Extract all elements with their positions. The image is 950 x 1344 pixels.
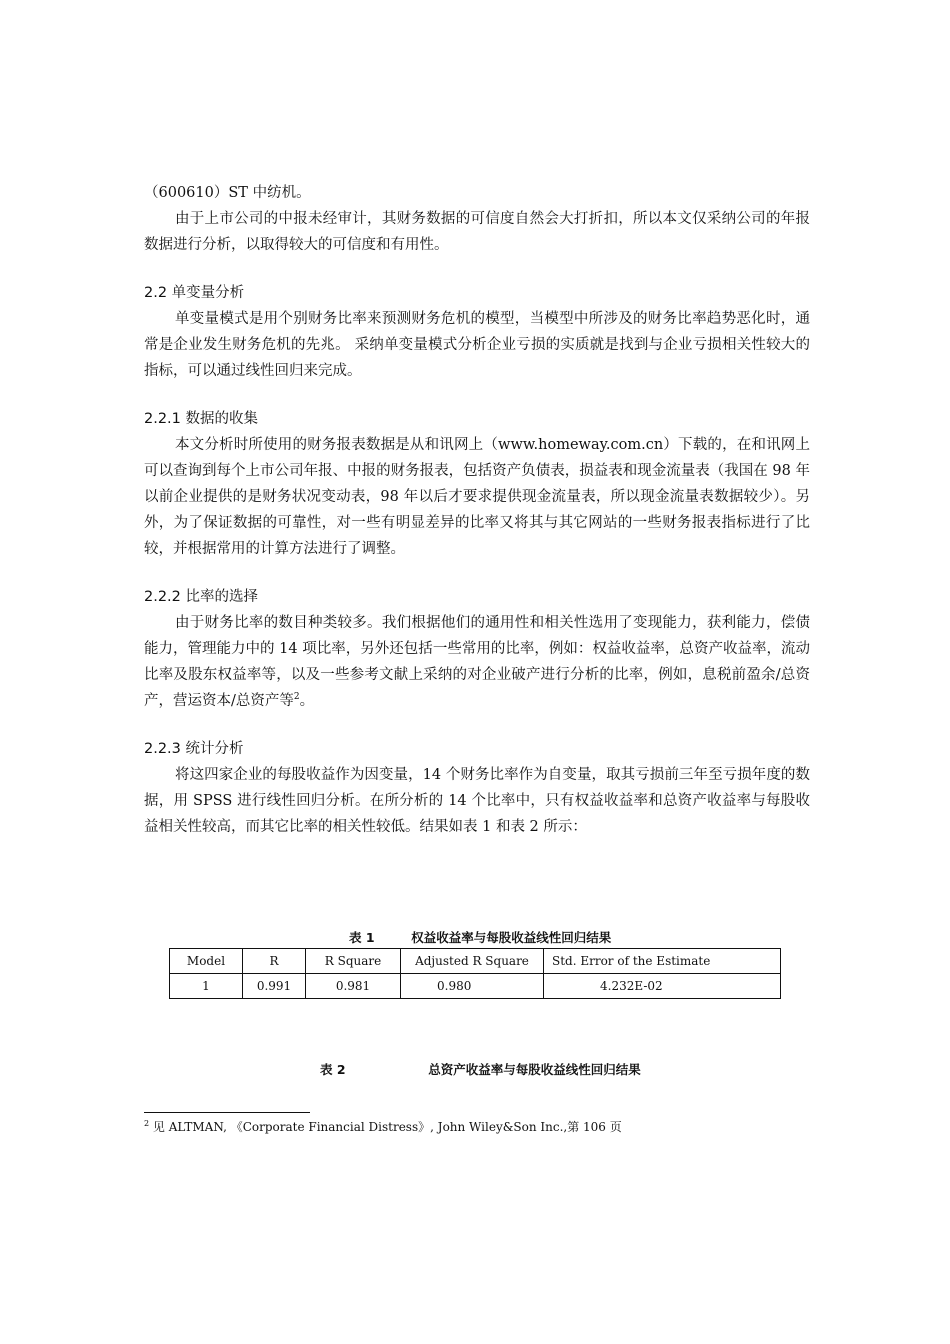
table-cell: 0.981 bbox=[306, 974, 401, 999]
footnote-text: 见 ALTMAN, 《Corporate Financial Distress》, John Wiley&Son Inc.,第 106 页 bbox=[152, 1120, 622, 1134]
paragraph-statistical-analysis: 将这四家企业的每股收益作为因变量，14 个财务比率作为自变量，取其亏损前三年至亏损年度的数据，用 SPSS 进行线性回归分析。在所分析的 14 个比率中，只有权益收益率和总资产收益率与每股收益相关性较高，而其它比率的相关性较低。结果如表 1 和表 2 所示： bbox=[144, 767, 810, 835]
table1-title: 权益收益率与每股收益线性回归结果 bbox=[411, 930, 612, 945]
table-header-cell: Std. Error of the Estimate bbox=[544, 949, 781, 974]
table1-caption bbox=[349, 928, 611, 946]
continued-line: （600610）ST 中纺机。 bbox=[144, 185, 311, 201]
paragraph-univariate: 单变量模式是用个别财务比率来预测财务危机的模型，当模型中所涉及的财务比率趋势恶化时，通常是企业发生财务危机的先兆。 采纳单变量模式分析企业亏损的实质就是找到与企业亏损相关性较大的指标，可以通过线性回归来完成。 bbox=[144, 311, 810, 379]
table-header-cell: Adjusted R Square bbox=[401, 949, 544, 974]
table2-caption bbox=[320, 1060, 641, 1078]
footnote-divider bbox=[144, 1112, 310, 1113]
ratio-selection-text: 由于财务比率的数目种类较多。我们根据他们的通用性和相关性选用了变现能力，获利能力，偿债能力，管理能力中的 14 项比率，另外还包括一些常用的比率，例如：权益收益率，总资产收益率，流动比率及股东权益率等，以及一些参考文献上采纳的对企业破产进行分析的比率，例如，息税前盈余/总资产，营运资本/总资产等 bbox=[144, 615, 810, 709]
footnote bbox=[144, 1118, 622, 1135]
section-heading-2-2-2: 2.2.2 比率的选择 bbox=[144, 589, 259, 605]
table2-label: 表 2 bbox=[320, 1062, 346, 1077]
ratio-selection-end: 。 bbox=[299, 693, 315, 709]
main-text bbox=[144, 180, 810, 840]
table2-title: 总资产收益率与每股收益线性回归结果 bbox=[428, 1062, 641, 1077]
table-header-row bbox=[170, 949, 781, 974]
section-heading-2-2-3: 2.2.3 统计分析 bbox=[144, 741, 244, 757]
table-header-cell: R bbox=[243, 949, 306, 974]
paragraph-ratio-selection bbox=[144, 610, 810, 714]
regression-table-1 bbox=[169, 948, 781, 999]
footnote-ref: 2 bbox=[293, 692, 300, 703]
table1-label: 表 1 bbox=[349, 930, 375, 945]
paragraph-annual-report-note: 由于上市公司的中报未经审计，其财务数据的可信度自然会大打折扣，所以本文仅采纳公司的年报数据进行分析，以取得较大的可信度和有用性。 bbox=[144, 211, 810, 253]
table-cell: 4.232E-02 bbox=[544, 974, 781, 999]
table-row bbox=[170, 974, 781, 999]
table-cell: 0.991 bbox=[243, 974, 306, 999]
paragraph-data-collection: 本文分析时所使用的财务报表数据是从和讯网上（www.homeway.com.cn）下载的，在和讯网上可以查询到每个上市公司年报、中报的财务报表，包括资产负债表，损益表和现金流量表（我国在 98 年以前企业提供的是财务状况变动表，98 年以后才要求提供现金流量表，所以现金流量表数据较少）。另外，为了保证数据的可靠性，对一些有明显差异的比率又将其与其它网站的一些财务报表指标进行了比较，并根据常用的计算方法进行了调整。 bbox=[144, 437, 810, 557]
table-cell: 0.980 bbox=[401, 974, 544, 999]
table-header-cell: Model bbox=[170, 949, 243, 974]
footnote-number: 2 bbox=[144, 1119, 150, 1128]
table-cell: 1 bbox=[170, 974, 243, 999]
section-heading-2-2: 2.2 单变量分析 bbox=[144, 285, 245, 301]
section-heading-2-2-1: 2.2.1 数据的收集 bbox=[144, 411, 259, 427]
table-header-cell: R Square bbox=[306, 949, 401, 974]
